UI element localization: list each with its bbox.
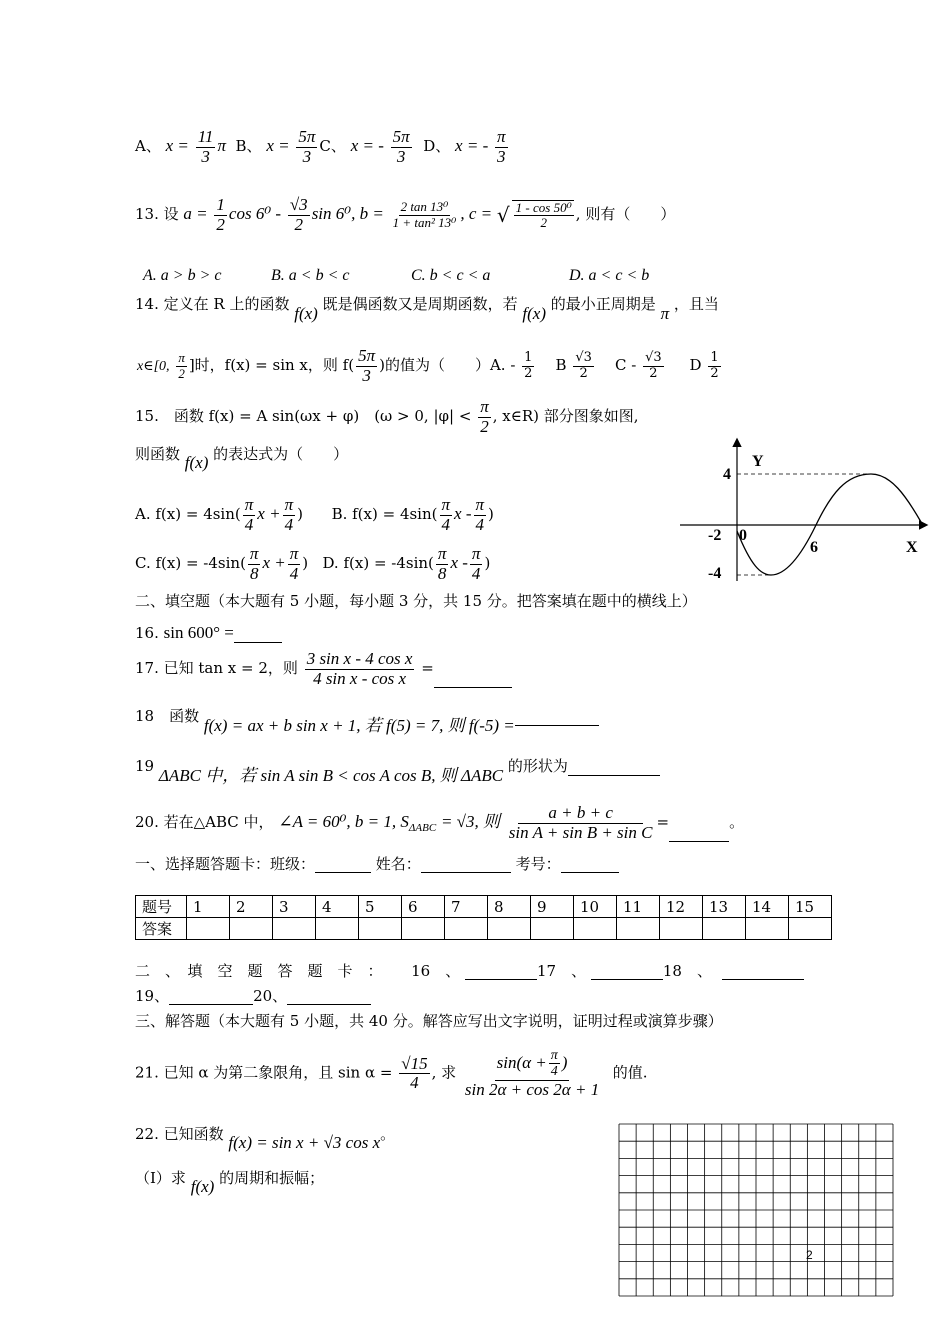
text: 的周期和振幅；: [219, 1169, 325, 1187]
q22: [135, 1124, 396, 1152]
num: √3: [575, 350, 592, 366]
answer-blank[interactable]: [669, 825, 729, 842]
fraction: [474, 496, 487, 534]
answer-17-field[interactable]: [591, 963, 663, 980]
den: 4: [244, 514, 254, 534]
table-cell: 11: [617, 896, 660, 918]
den: 3: [396, 146, 406, 166]
num: 1: [524, 350, 533, 366]
table-cell: 13: [703, 896, 746, 918]
den: 4: [550, 1064, 558, 1080]
option-label: C、: [319, 137, 346, 156]
q15-line1: [135, 398, 639, 436]
question-tail: , 则有（ ）: [575, 205, 676, 224]
option-label: D: [689, 356, 702, 375]
table-cell: 12: [660, 896, 703, 918]
text: 20、: [253, 987, 288, 1005]
q22-part1: [135, 1168, 325, 1196]
name-field[interactable]: [421, 856, 511, 873]
den: 8: [437, 563, 447, 583]
answer-cell[interactable]: [316, 918, 359, 940]
paren: ): [484, 554, 491, 573]
text: 则函数: [135, 445, 181, 463]
math: f(x) = ax + b sin x + 1, 若 f(5) = 7, 则 f(-5) =: [203, 716, 515, 735]
text: 的形状为: [507, 757, 568, 775]
fraction: [512, 200, 574, 231]
answer-19-field[interactable]: [169, 988, 253, 1005]
table-row: [136, 896, 832, 918]
answer-cell[interactable]: [531, 918, 574, 940]
num: √3: [645, 350, 662, 366]
num: 3 sin x - 4 cos x: [306, 649, 413, 668]
num: 5π: [392, 127, 410, 146]
num: 1: [710, 350, 719, 366]
fraction: [356, 347, 377, 385]
q20: [135, 804, 744, 842]
den: sin A + sin B + sin C: [508, 822, 653, 842]
den: 2: [649, 365, 658, 381]
q18: [135, 706, 599, 735]
den: 4: [284, 514, 294, 534]
num: 5π: [298, 127, 316, 146]
question-label: 16.: [135, 624, 159, 642]
fraction: [573, 351, 594, 381]
den: 4: [471, 563, 481, 583]
answer-card-table: [135, 895, 832, 940]
answer-blank[interactable]: [515, 709, 599, 726]
y-label: Y: [752, 453, 764, 470]
den: 3: [302, 146, 312, 166]
sqrt-sign: √: [496, 203, 510, 228]
paren: ): [297, 505, 303, 524]
num: √3: [289, 195, 308, 214]
tick-6: 6: [810, 539, 818, 556]
q15-options-cd: [135, 545, 490, 583]
table-cell: 7: [445, 896, 488, 918]
num: 1 - cos 50⁰: [515, 199, 572, 215]
den: 2: [540, 215, 547, 231]
table-cell: 2: [230, 896, 273, 918]
den: 2: [178, 365, 185, 381]
q13-options: [143, 266, 649, 285]
text: 14. 定义在 R 上的函数: [135, 295, 290, 313]
answer-cell[interactable]: [445, 918, 488, 940]
math: x = -: [350, 136, 384, 156]
answer-cell[interactable]: [488, 918, 531, 940]
text: 。: [729, 813, 745, 832]
answer-blank[interactable]: [434, 671, 512, 688]
text: 姓名：: [375, 855, 421, 873]
text: 。: [380, 1125, 396, 1143]
text: 一、选择题答题卡：班级：: [135, 855, 316, 873]
num: π: [497, 127, 506, 146]
answer-cell[interactable]: [230, 918, 273, 940]
num: π: [441, 495, 451, 514]
math: , c =: [460, 204, 493, 224]
fraction: [214, 196, 227, 234]
math: a =: [183, 204, 208, 224]
table-cell: 10: [574, 896, 617, 918]
table-cell: 15: [789, 896, 832, 918]
sine-graph: [676, 436, 936, 586]
answer-cell[interactable]: [574, 918, 617, 940]
fraction: [296, 128, 317, 166]
answer-cell[interactable]: [402, 918, 445, 940]
math: x =: [165, 136, 189, 156]
num: 11: [197, 127, 214, 146]
q14-line1: [135, 294, 719, 323]
section-3-heading: 三、解答题（本大题有 5 小题，共 40 分。解答应写出文字说明，证明过程或演算步骤）: [135, 1012, 723, 1030]
table-cell: 4: [316, 896, 359, 918]
answer-blank[interactable]: [568, 759, 660, 776]
fraction: [463, 1048, 601, 1099]
fraction: [391, 128, 412, 166]
answer-cell[interactable]: [273, 918, 316, 940]
math: = √3, 则: [440, 812, 500, 832]
answer-cell[interactable]: [187, 918, 230, 940]
den: 2: [216, 214, 225, 234]
option-label: B: [555, 356, 567, 375]
equals: =: [656, 813, 670, 832]
q16: [135, 623, 282, 643]
answer-cell[interactable]: [359, 918, 402, 940]
table-cell: 6: [402, 896, 445, 918]
answer-card-header: [135, 855, 619, 873]
den: 1 + tan² 13⁰: [392, 214, 457, 230]
text: 15. 函数 f(x) = A sin(ωx + φ) (ω > 0, |φ| <: [135, 407, 472, 426]
fraction: [391, 200, 459, 230]
x-label: X: [906, 539, 918, 556]
q12-options: [135, 128, 510, 166]
math: f(x): [294, 304, 318, 323]
math: x = -: [455, 136, 489, 156]
table-cell: 9: [531, 896, 574, 918]
text: 既是偶函数又是周期函数，若: [322, 295, 518, 313]
fraction: [470, 545, 483, 583]
subscript: ΔABC: [408, 822, 437, 835]
question-label: 19: [135, 757, 155, 775]
option-b: B. a < b < c: [271, 267, 350, 284]
num: √15: [401, 1053, 428, 1073]
option-d: D. f(x) = -4sin(: [322, 554, 434, 573]
den: 3: [497, 146, 506, 166]
num: 2 tan 13⁰: [400, 199, 449, 215]
paren: ): [302, 554, 309, 573]
q21: [135, 1048, 648, 1099]
q15-line2: [135, 444, 349, 472]
den: 3: [201, 146, 210, 166]
question-label: 18 函数: [135, 707, 200, 725]
math: x +: [257, 504, 281, 524]
option-label: D、: [423, 137, 451, 156]
math: x∈[0,: [137, 359, 170, 375]
text: )的值为（ ）A. -: [379, 356, 516, 375]
answer-cell[interactable]: [703, 918, 746, 940]
text: 16 、: [411, 962, 461, 980]
fraction: [436, 545, 449, 583]
fraction: [283, 496, 296, 534]
answer-cell[interactable]: [746, 918, 789, 940]
paren: ): [488, 505, 494, 524]
fraction: [522, 351, 534, 381]
den: 2: [480, 416, 489, 436]
option-c: C. b < c < a: [411, 267, 491, 284]
num: [495, 1048, 570, 1081]
table-cell: 1: [187, 896, 230, 918]
math: f(x): [190, 1177, 215, 1196]
math: x -: [454, 504, 472, 524]
page-number: 2: [806, 1248, 813, 1262]
fraction: [248, 545, 261, 583]
num: 5π: [358, 346, 376, 365]
math: x -: [450, 553, 468, 573]
answer-cell[interactable]: [660, 918, 703, 940]
option-label: B、: [235, 137, 262, 156]
math: f(x): [184, 453, 209, 472]
option-a: A. a > b > c: [143, 267, 222, 284]
question-label: 20. 若在△ABC 中，: [135, 813, 274, 832]
math: ∠A = 60⁰, b = 1, S: [278, 812, 409, 832]
math: π: [217, 136, 226, 156]
header-cell: 答案: [136, 918, 187, 940]
fraction: [708, 351, 720, 381]
fraction: [549, 1048, 560, 1080]
q17: [135, 650, 512, 688]
den: 4: [475, 514, 485, 534]
text: ): [561, 1052, 568, 1072]
num: π: [471, 544, 481, 563]
num: π: [249, 544, 259, 563]
answer-cell[interactable]: [789, 918, 832, 940]
answer-blank[interactable]: [234, 626, 282, 643]
text: 17 、: [537, 962, 587, 980]
math: f(x) = sin x + √3 cos x: [228, 1133, 381, 1152]
equals: =: [421, 659, 434, 678]
num: a + b + c: [518, 804, 643, 824]
den: 4: [289, 563, 299, 583]
text: 的表达式为（ ）: [213, 445, 349, 463]
graph-paper-grid[interactable]: [618, 1123, 894, 1297]
fill-card-line2: [135, 987, 371, 1005]
num: π: [475, 495, 485, 514]
option-label: A、: [135, 137, 161, 156]
fraction: [305, 650, 415, 688]
q14-line2: [137, 347, 723, 385]
option-b: B. f(x) = 4sin(: [331, 505, 438, 524]
answer-20-field[interactable]: [287, 988, 371, 1005]
fraction: [176, 351, 187, 381]
fraction: [643, 351, 664, 381]
option-d: D. a < c < b: [569, 267, 650, 284]
answer-16-field[interactable]: [465, 963, 537, 980]
den: sin 2α + cos 2α + 1: [464, 1079, 600, 1099]
option-c: C. f(x) = -4sin(: [135, 554, 246, 573]
den: 2: [524, 365, 533, 381]
text: 的值.: [612, 1063, 648, 1082]
question-label: 22. 已知函数: [135, 1125, 224, 1143]
section-2-heading: 二、填空题（本大题有 5 小题，每小题 3 分，共 15 分。把答案填在题中的横线上）: [135, 592, 697, 610]
text: ]时，f(x) = sin x，则 f(: [188, 356, 355, 375]
den: 2: [710, 365, 719, 381]
question-label: 13. 设: [135, 205, 179, 224]
math: cos 6⁰ -: [228, 204, 282, 224]
tick-neg4: -4: [708, 565, 722, 582]
math: f(x): [522, 304, 547, 323]
id-field[interactable]: [561, 856, 619, 873]
den: 4: [410, 1073, 419, 1093]
q19: [135, 756, 660, 785]
question-label: 21. 已知 α 为第二象限角，且 sin α =: [135, 1063, 393, 1082]
den: 3: [362, 365, 371, 385]
tick-0: 0: [739, 527, 747, 544]
den: 4: [441, 514, 451, 534]
fill-card-line1: [135, 962, 804, 980]
den: 8: [249, 563, 259, 583]
num: π: [289, 544, 299, 563]
class-field[interactable]: [315, 856, 371, 873]
fraction: [196, 128, 216, 166]
fraction: [440, 496, 453, 534]
text: （Ⅰ）求: [135, 1169, 186, 1187]
table-cell: 3: [273, 896, 316, 918]
fraction: [288, 545, 301, 583]
fraction: [495, 128, 508, 166]
tick-4: 4: [723, 466, 731, 483]
q15-options-ab: [135, 496, 494, 534]
text: , x∈R) 部分图象如图,: [492, 407, 639, 426]
math: sin 6⁰, b =: [311, 204, 384, 224]
den: 4 sin x - cos x: [313, 668, 407, 688]
fraction: [507, 804, 655, 842]
header-cell: 题号: [136, 896, 187, 918]
table-cell: 5: [359, 896, 402, 918]
fraction: [399, 1055, 429, 1093]
text: 18 、: [662, 962, 712, 980]
text: 的最小正周期是: [550, 295, 656, 313]
fraction: [288, 196, 310, 234]
text: 19、: [135, 987, 170, 1005]
num: 1: [216, 195, 225, 214]
num: π: [178, 350, 185, 366]
text: 考号：: [515, 855, 561, 873]
answer-18-field[interactable]: [722, 963, 804, 980]
table-row: [136, 918, 832, 940]
den: 2: [294, 214, 304, 234]
q13-stem: [135, 196, 675, 234]
text: , 求: [431, 1063, 457, 1082]
text: 二 、 填 空 题 答 题 卡 ：: [135, 962, 383, 980]
answer-cell[interactable]: [617, 918, 660, 940]
num: π: [480, 397, 489, 416]
num: π: [284, 495, 294, 514]
option-a: A. f(x) = 4sin(: [135, 505, 241, 524]
text: ，且当: [673, 295, 719, 313]
table-cell: 14: [746, 896, 789, 918]
den: 2: [579, 365, 588, 381]
tick-neg2: -2: [708, 527, 722, 544]
fraction: [478, 398, 491, 436]
num: π: [550, 1048, 558, 1063]
math: π: [660, 304, 670, 323]
text: sin(α +: [496, 1052, 547, 1072]
option-label: C -: [614, 356, 637, 375]
math: sin 600° =: [163, 623, 234, 642]
math: x +: [262, 553, 286, 573]
math: ΔABC 中，若 sin A sin B < cos A cos B, 则 ΔABC: [158, 766, 504, 785]
fraction: [243, 496, 256, 534]
num: π: [244, 495, 254, 514]
question-label: 17. 已知 tan x = 2，则: [135, 659, 298, 678]
num: π: [437, 544, 447, 563]
table-cell: 8: [488, 896, 531, 918]
math: x =: [266, 136, 290, 156]
